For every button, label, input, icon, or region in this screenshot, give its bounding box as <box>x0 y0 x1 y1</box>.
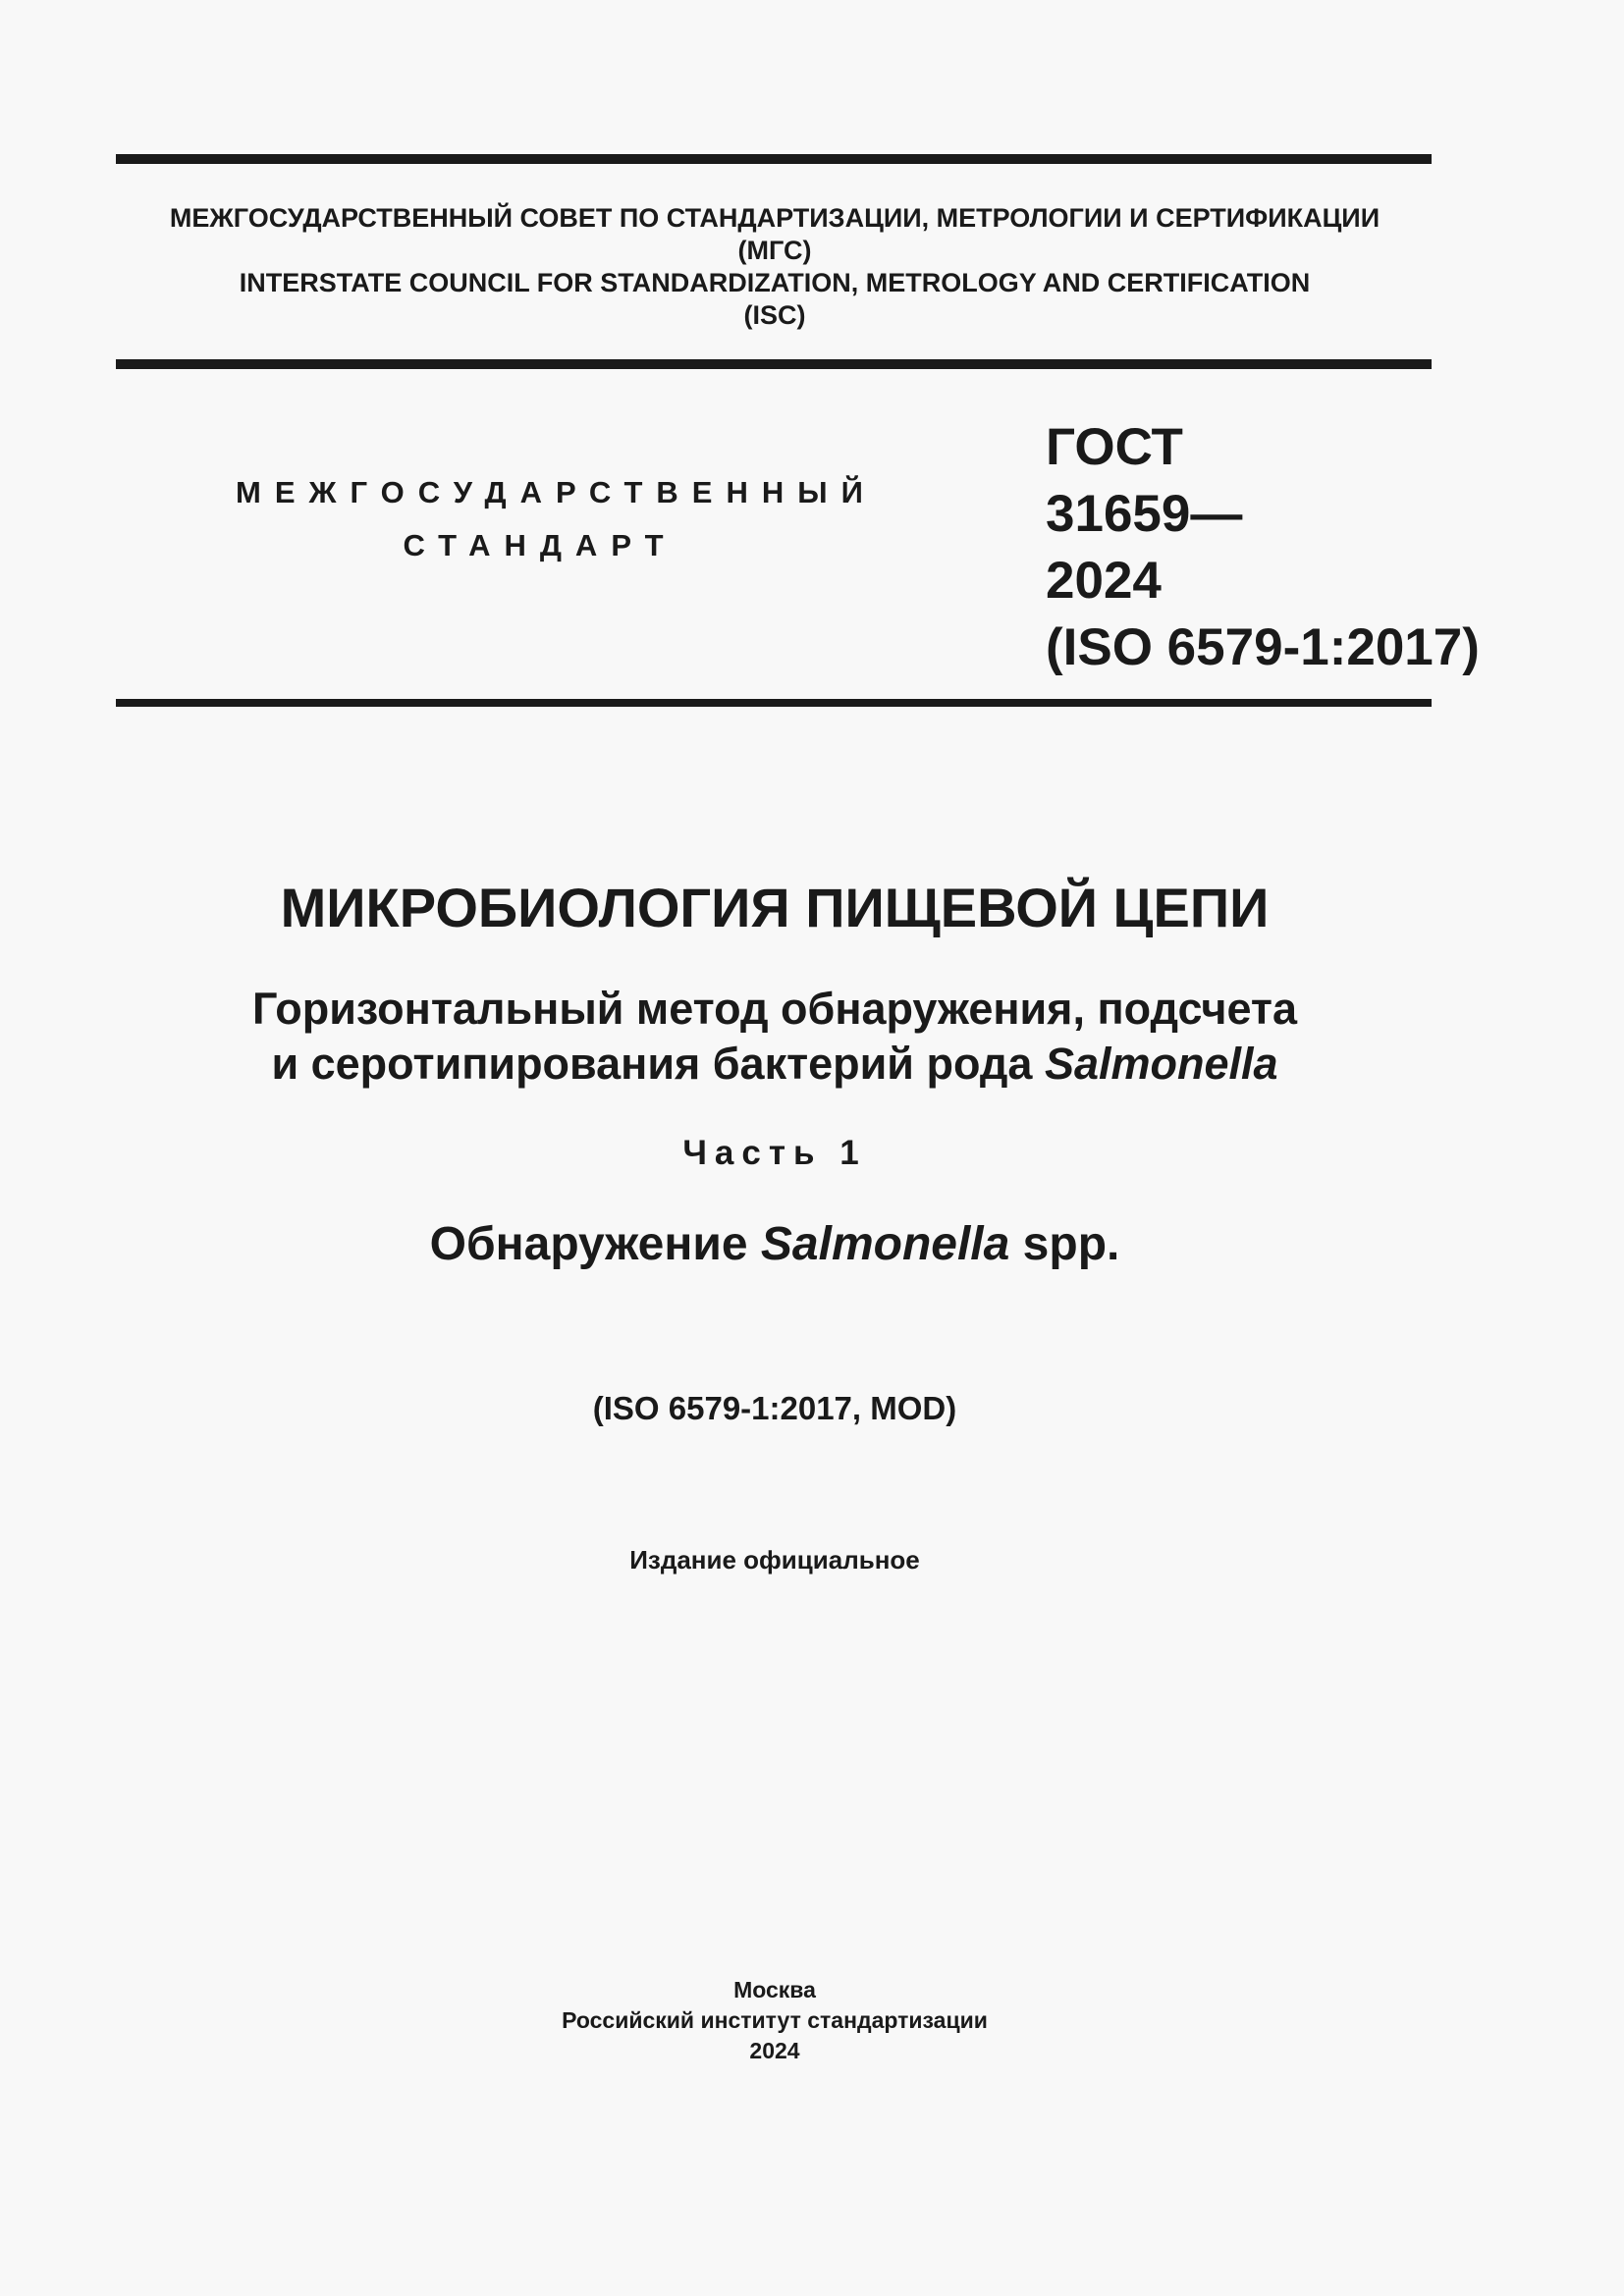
subtitle-line2-text: и серотипирования бактерий рода <box>271 1039 1045 1089</box>
part-number: Часть 1 <box>682 1134 867 1172</box>
part-title-suffix: spp. <box>1009 1218 1120 1270</box>
part-title-text: Обнаружение <box>429 1218 761 1270</box>
council-en-abbr: (ISC) <box>743 300 806 330</box>
council-header <box>0 202 1549 332</box>
designation-number: 31659— <box>1046 485 1243 543</box>
imprint-city: Москва <box>733 1977 816 2002</box>
subtitle-line1: Горизонтальный метод обнаружения, подсчета <box>252 984 1297 1034</box>
designation-gost: ГОСТ <box>1046 418 1183 476</box>
council-en: INTERSTATE COUNCIL FOR STANDARDIZATION, METROLOGY AND CERTIFICATION <box>239 268 1311 297</box>
imprint-publisher: Российский институт стандартизации <box>562 2007 988 2033</box>
subtitle-line2 <box>0 1037 1549 1092</box>
part-title <box>0 1217 1549 1271</box>
edition-note: Издание официальное <box>629 1545 920 1575</box>
council-ru-abbr: (МГС) <box>737 236 812 265</box>
standard-kind-line1: МЕЖГОСУДАРСТВЕННЫЙ <box>236 475 877 509</box>
document-title: МИКРОБИОЛОГИЯ ПИЩЕВОЙ ЦЕПИ <box>280 877 1270 938</box>
council-ru: МЕЖГОСУДАРСТВЕННЫЙ СОВЕТ ПО СТАНДАРТИЗАЦИИ, МЕТРОЛОГИИ И СЕРТИФИКАЦИИ <box>169 203 1380 233</box>
designation-rule <box>116 699 1432 707</box>
designation-iso: (ISO 6579-1:2017) <box>1046 618 1480 676</box>
standard-kind-line2: СТАНДАРТ <box>403 528 677 562</box>
header-rule <box>116 359 1432 369</box>
designation-year: 2024 <box>1046 552 1162 610</box>
imprint <box>0 1975 1549 2066</box>
subtitle-genus: Salmonella <box>1044 1039 1278 1089</box>
standard-designation <box>1046 414 1480 681</box>
document-subtitle <box>0 982 1549 1092</box>
top-rule <box>116 154 1432 164</box>
imprint-year: 2024 <box>749 2038 800 2063</box>
part-title-genus: Salmonella <box>760 1218 1010 1270</box>
iso-reference: (ISO 6579-1:2017, MOD) <box>592 1390 957 1426</box>
standard-kind <box>236 466 877 572</box>
